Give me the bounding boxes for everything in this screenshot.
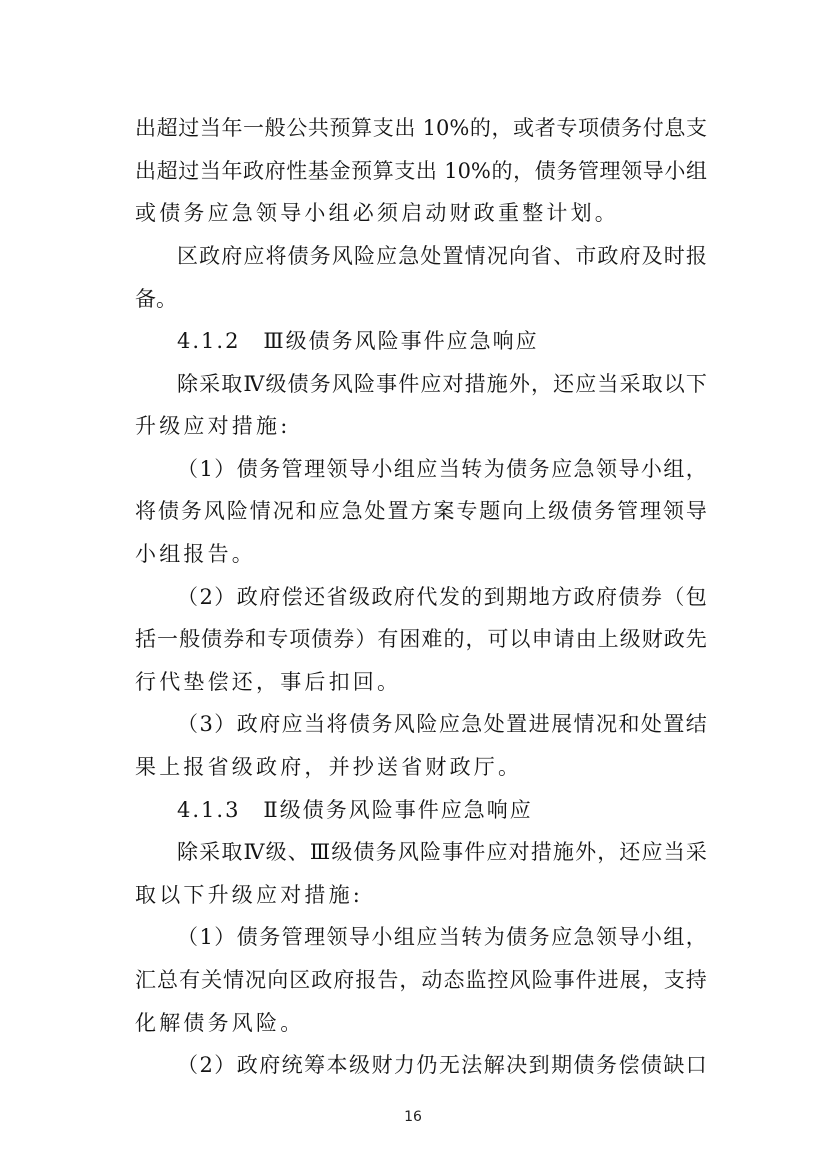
paragraph-line: 取以下升级应对措施: — [135, 883, 364, 907]
paragraph-line: （ 2 ） 政 府 偿 还 省 级 政 府 代 发 的 到 期 地 方 政 府 债 券 （ 包 — [177, 585, 707, 609]
paragraph-line: （ 1 ） 债 务 管 理 领 导 小 组 应 当 转 为 债 务 应 急 领 导 小 组 ， — [177, 925, 707, 949]
paragraph-line: （ 3 ） 政 府 应 当 将 债 务 风 险 应 急 处 置 进 展 情 况 和 处 置 结 — [177, 712, 707, 736]
paragraph-line: 行代垫偿还，事后扣回。 — [135, 670, 402, 694]
section-heading: 4.1.3 Ⅱ级债务风险事件应急响应 — [177, 798, 533, 822]
paragraph-line: 出 超 过 当 年 政 府 性 基 金 预 算 支 出 10% 的 ， 债 务 管 理 领 导 小 组 — [135, 159, 707, 183]
paragraph-line: 括 一 般 债 券 和 专 项 债 券 ） 有 困 难 的 ， 可 以 申 请 由 上 级 财 政 先 — [135, 627, 707, 651]
page-number: 16 — [404, 1109, 422, 1125]
paragraph-line: 或债务应急领导小组必须启动财政重整计划。 — [135, 201, 619, 225]
paragraph-line: （ 2 ） 政 府 统 筹 本 级 财 力 仍 无 法 解 决 到 期 债 务 偿 债 缺 口 — [177, 1053, 707, 1077]
paragraph-line: 化解债务风险。 — [135, 1011, 305, 1035]
paragraph-line: 除 采 取 Ⅳ 级 债 务 风 险 事 件 应 对 措 施 外 ， 还 应 当 采 取 以 下 — [177, 372, 707, 396]
paragraph-line: 汇 总 有 关 情 况 向 区 政 府 报 告 ， 动 态 监 控 风 险 事 件 进 展 ， 支 持 — [135, 968, 707, 992]
paragraph-line: 升级应对措施: — [135, 414, 291, 438]
paragraph-line: 除 采 取 Ⅳ 级 、 Ⅲ 级 债 务 风 险 事 件 应 对 措 施 外 ， 还 应 当 采 — [177, 840, 707, 864]
section-heading: 4.1.2 Ⅲ级债务风险事件应急响应 — [177, 329, 539, 353]
paragraph-line: 备。 — [135, 287, 177, 311]
paragraph-line: 出 超 过 当 年 一 般 公 共 预 算 支 出 10% 的 ， 或 者 专 项 债 务 付 息 支 — [135, 116, 707, 140]
paragraph-line: 区 政 府 应 将 债 务 风 险 应 急 处 置 情 况 向 省 、 市 政 府 及 时 报 — [177, 244, 707, 268]
paragraph-line: （ 1 ） 债 务 管 理 领 导 小 组 应 当 转 为 债 务 应 急 领 导 小 组 ， — [177, 457, 707, 481]
paragraph-line: 将 债 务 风 险 情 况 和 应 急 处 置 方 案 专 题 向 上 级 债 务 管 理 领 导 — [135, 499, 707, 523]
paragraph-line: 小组报告。 — [135, 542, 256, 566]
paragraph-line: 果上报省级政府，并抄送省财政厅。 — [135, 755, 523, 779]
